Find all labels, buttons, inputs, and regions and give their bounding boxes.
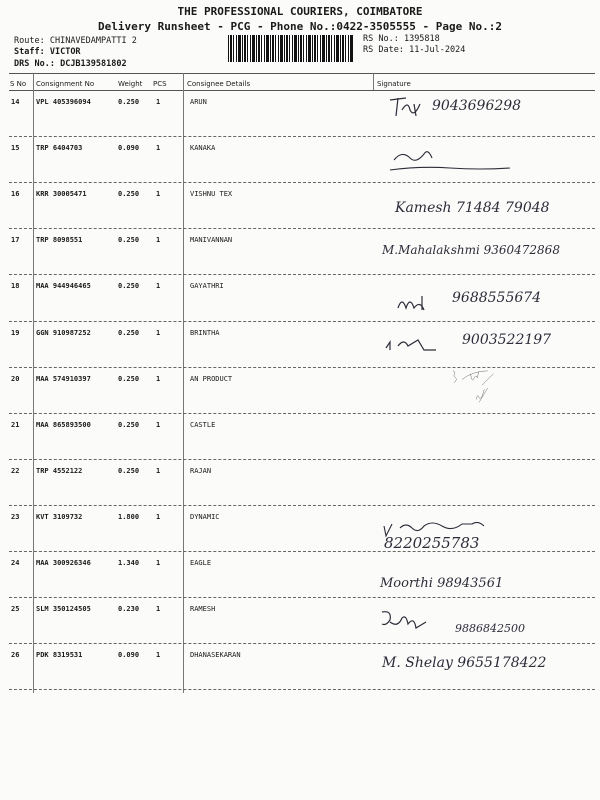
row-consignee: RAJAN — [190, 466, 212, 475]
rs-no-label: RS No.: — [363, 34, 399, 44]
row-consignment-no: MAA 865893500 — [36, 420, 91, 429]
row-weight: 0.250 — [118, 466, 140, 475]
row-consignee: VISHNU TEX — [190, 190, 233, 199]
row-weight: 0.250 — [118, 420, 140, 429]
drs-label: DRS No.: — [14, 59, 55, 69]
signature-phone-16: Kamesh 71484 79048 — [395, 200, 550, 216]
row-separator — [9, 182, 595, 183]
row-pcs: 1 — [156, 605, 161, 614]
runsheet-subtitle: Delivery Runsheet - PCG - Phone No.:0422-3505555 - Page No.:2 — [98, 20, 502, 33]
row-separator — [9, 689, 595, 690]
signature-phone-24: Moorthi 98943561 — [380, 576, 504, 591]
row-consignee: DHANASEKARAN — [190, 651, 241, 660]
row-pcs: 1 — [156, 651, 161, 660]
route-label: Route: — [14, 36, 45, 46]
col-header-pcs: PCS — [153, 80, 167, 88]
row-consignment-no: MAA 574910397 — [36, 374, 91, 383]
row-weight: 1.800 — [118, 512, 140, 521]
row-consignee: EAGLE — [190, 559, 212, 567]
rs-date-value: 11-Jul-2024 — [409, 45, 466, 55]
row-sno: 20 — [11, 374, 20, 383]
col-divider-sno — [33, 73, 34, 693]
row-pcs: 1 — [156, 512, 161, 521]
row-sno: 24 — [11, 559, 20, 567]
row-weight: 0.090 — [118, 144, 140, 153]
row-weight: 0.090 — [118, 651, 140, 660]
company-title: THE PROFESSIONAL COURIERS, COIMBATORE — [177, 5, 423, 18]
row-sno: 16 — [11, 190, 20, 199]
row-consignment-no: TRP 8098551 — [36, 236, 83, 245]
row-pcs: 1 — [156, 466, 161, 475]
row-pcs: 1 — [156, 559, 161, 567]
row-consignee: BRINTHA — [190, 328, 220, 337]
row-pcs: 1 — [156, 144, 161, 153]
row-separator — [9, 136, 595, 137]
drs-value: DCJB139581802 — [60, 59, 127, 69]
row-consignment-no: KRR 30005471 — [36, 190, 87, 199]
row-sno: 18 — [11, 282, 20, 291]
row-consignee: CASTLE — [190, 420, 216, 429]
row-consignee: KANAKA — [190, 144, 216, 153]
header-bottom-rule — [9, 90, 595, 91]
row-consignee: DYNAMIC — [190, 512, 220, 521]
row-sno: 21 — [11, 420, 20, 429]
row-pcs: 1 — [156, 98, 161, 106]
row-sno: 19 — [11, 328, 20, 337]
row-sno: 26 — [11, 651, 20, 660]
signature-phone-25: 9886842500 — [455, 622, 525, 635]
staff-value: VICTOR — [49, 47, 81, 57]
row-weight: 0.250 — [118, 236, 140, 245]
staff-label: Staff: — [14, 47, 45, 57]
row-weight: 1.340 — [118, 559, 140, 567]
row-consignment-no: TRP 6404703 — [36, 144, 83, 153]
row-pcs: 1 — [156, 374, 161, 383]
row-consignment-no: GGN 910987252 — [36, 328, 91, 337]
row-consignment-no: VPL 405396094 — [36, 98, 91, 106]
row-pcs: 1 — [156, 328, 161, 337]
row-consignee: RAMESH — [190, 605, 216, 614]
signature-phone-18: 9688555674 — [452, 290, 542, 306]
row-consignment-no: PDK 8319531 — [36, 651, 83, 660]
signature-phone-19: 9003522197 — [462, 332, 552, 348]
row-separator — [9, 228, 595, 229]
row-consignee: ARUN — [190, 98, 207, 106]
signature-phone-26: M. Shelay 9655178422 — [382, 655, 547, 671]
col-header-weight: Weight — [118, 80, 143, 88]
signature-phone-14: 9043696298 — [432, 98, 522, 114]
row-weight: 0.250 — [118, 374, 140, 383]
row-weight: 0.250 — [118, 190, 140, 199]
row-sno: 15 — [11, 144, 20, 153]
rs-no-value: 1395818 — [403, 34, 440, 44]
row-consignment-no: MAA 944946465 — [36, 282, 91, 291]
row-consignee: GAYATHRI — [190, 282, 224, 291]
row-weight: 0.250 — [118, 282, 140, 291]
signature-rows-20-22 — [372, 368, 592, 508]
col-divider-consignee — [373, 73, 374, 90]
row-pcs: 1 — [156, 420, 161, 429]
route-value: CHINAVEDAMPATTI 2 — [49, 36, 137, 46]
signature-row-15 — [372, 140, 592, 180]
row-separator — [9, 274, 595, 275]
row-consignment-no: TRP 4552122 — [36, 466, 83, 475]
row-sno: 14 — [11, 98, 20, 106]
row-consignment-no: SLM 350124505 — [36, 605, 91, 614]
row-weight: 0.230 — [118, 605, 140, 614]
route-line — [14, 36, 137, 46]
row-consignee: MANIVANNAN — [190, 236, 233, 245]
row-pcs: 1 — [156, 282, 161, 291]
row-sno: 23 — [11, 512, 20, 521]
col-header-signature: Signature — [377, 80, 411, 88]
row-separator — [9, 597, 595, 598]
rs-date-line — [363, 45, 465, 55]
row-consignment-no: MAA 300926346 — [36, 559, 91, 567]
row-consignee: AN PRODUCT — [190, 374, 233, 383]
col-header-consignee: Consignee Details — [187, 80, 251, 88]
drs-line — [14, 59, 127, 69]
header-top-rule — [9, 73, 595, 74]
rs-date-label: RS Date: — [363, 45, 404, 55]
col-header-consignment: Consignment No — [36, 80, 95, 88]
staff-line — [14, 47, 81, 57]
row-pcs: 1 — [156, 190, 161, 199]
row-sno: 17 — [11, 236, 20, 245]
drs-barcode — [228, 35, 353, 62]
row-weight: 0.250 — [118, 98, 140, 106]
row-weight: 0.250 — [118, 328, 140, 337]
row-sno: 25 — [11, 605, 20, 614]
signature-phone-17: M.Mahalakshmi 9360472868 — [382, 243, 560, 257]
col-header-sno: S No — [10, 80, 27, 88]
row-pcs: 1 — [156, 236, 161, 245]
signature-phone-23: 8220255783 — [384, 534, 480, 552]
row-consignment-no: KVT 3109732 — [36, 512, 83, 521]
rs-no-line — [363, 34, 440, 44]
col-divider-pcs — [183, 73, 184, 693]
row-sno: 22 — [11, 466, 20, 475]
